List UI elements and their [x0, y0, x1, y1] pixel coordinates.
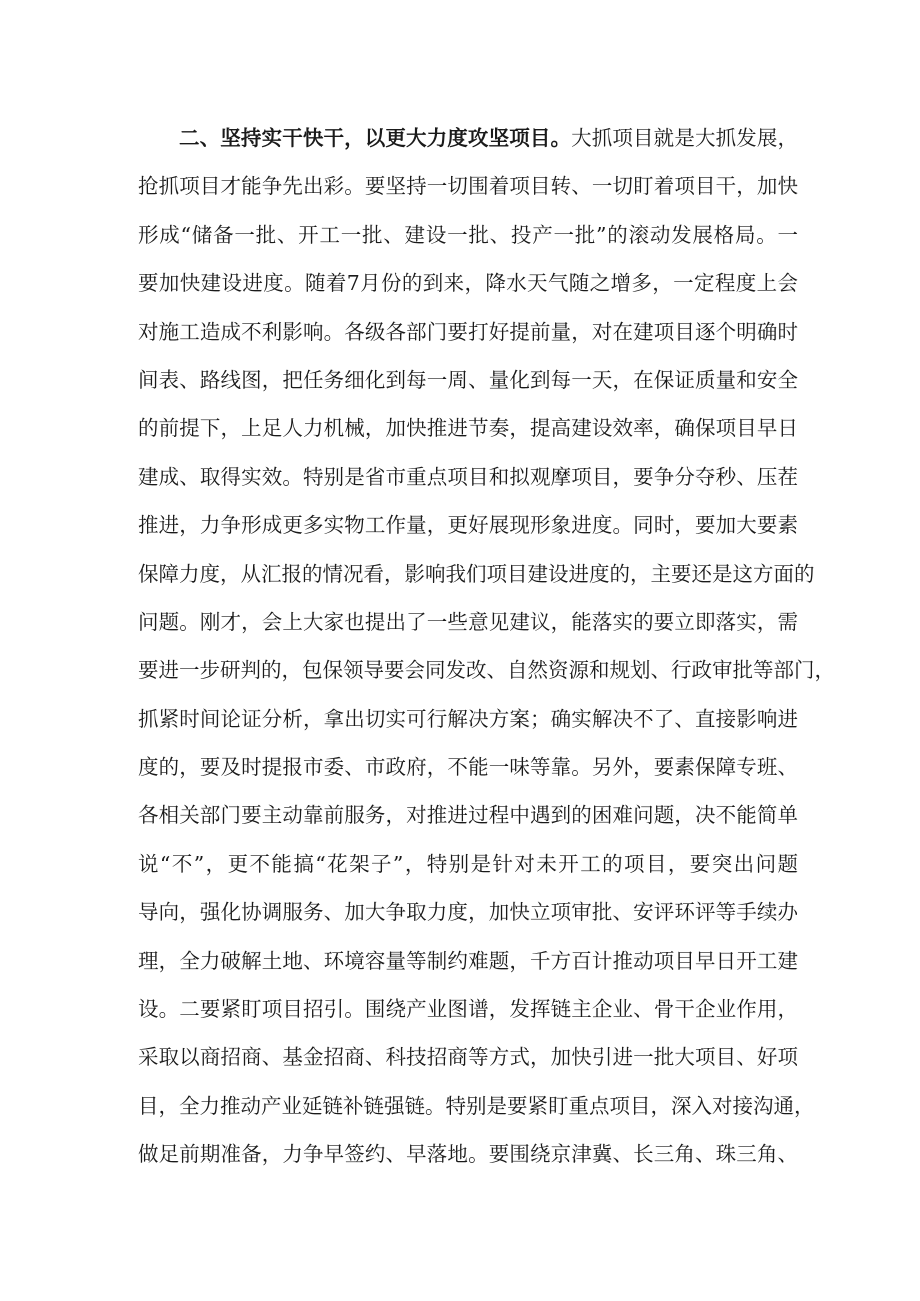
text-line: 推进，力争形成更多实物工作量，更好展现形象进度。同时，要加大要素 — [138, 513, 798, 538]
text-line: 做足前期准备，力争早签约、早落地。要围绕京津冀、长三角、珠三角、 — [138, 1142, 798, 1167]
text-line: 对施工造成不利影响。各级各部门要打好提前量，对在建项目逐个明确时 — [138, 319, 798, 344]
text-line: 问题。刚才，会上大家也提出了一些意见建议，能落实的要立即落实，需 — [138, 609, 798, 634]
text-line: 要加快建设进度。随着7月份的到来，降水天气随之增多，一定程度上会 — [138, 271, 798, 296]
text-line: 各相关部门要主动靠前服务，对推进过程中遇到的困难问题，决不能简单 — [138, 803, 798, 828]
text-line: 度的，要及时提报市委、市政府，不能一味等靠。另外，要素保障专班、 — [138, 755, 798, 780]
text-line: 要进一步研判的，包保领导要会同发改、自然资源和规划、行政审批等部门， — [138, 658, 835, 683]
body-paragraph — [138, 114, 835, 1179]
text-line: 间表、路线图，把任务细化到每一周、量化到每一天，在保证质量和安全 — [138, 367, 798, 392]
text-line: 目，全力推动产业延链补链强链。特别是要紧盯重点项目，深入对接沟通， — [138, 1093, 815, 1118]
text-line: 设。二要紧盯项目招引。围绕产业图谱，发挥链主企业、骨干企业作用， — [138, 997, 798, 1022]
text-line: 抢抓项目才能争先出彩。要坚持一切围着项目转、一切盯着项目干，加快 — [138, 174, 798, 199]
text-line: 理，全力破解土地、环境容量等制约难题，千方百计推动项目早日开工建 — [138, 948, 798, 973]
text-line: 抓紧时间论证分析，拿出切实可行解决方案；确实解决不了、直接影响进 — [138, 706, 798, 731]
text-line: 保障力度，从汇报的情况看，影响我们项目建设进度的，主要还是这方面的 — [138, 561, 815, 586]
text-line: 建成、取得实效。特别是省市重点项目和拟观摩项目，要争分夺秒、压茬 — [138, 464, 798, 489]
paragraph-first-line — [138, 114, 798, 162]
text-line: 大抓项目就是大抓发展， — [571, 126, 799, 150]
text-line: 的前提下，上足人力机械，加快推进节奏，提高建设效率，确保项目早日 — [138, 416, 798, 441]
text-line: 说“不”，更不能搞“花架子”，特别是针对未开工的项目，要突出问题 — [138, 851, 798, 876]
text-line: 导向，强化协调服务、加大争取力度，加快立项审批、安评环评等手续办 — [138, 900, 798, 925]
text-line: 采取以商招商、基金招商、科技招商等方式，加快引进一批大项目、好项 — [138, 1045, 798, 1070]
text-line: 形成“储备一批、开工一批、建设一批、投产一批”的滚动发展格局。一 — [138, 222, 798, 247]
section-heading: 二、坚持实干快干，以更大力度攻坚项目。 — [179, 126, 572, 150]
